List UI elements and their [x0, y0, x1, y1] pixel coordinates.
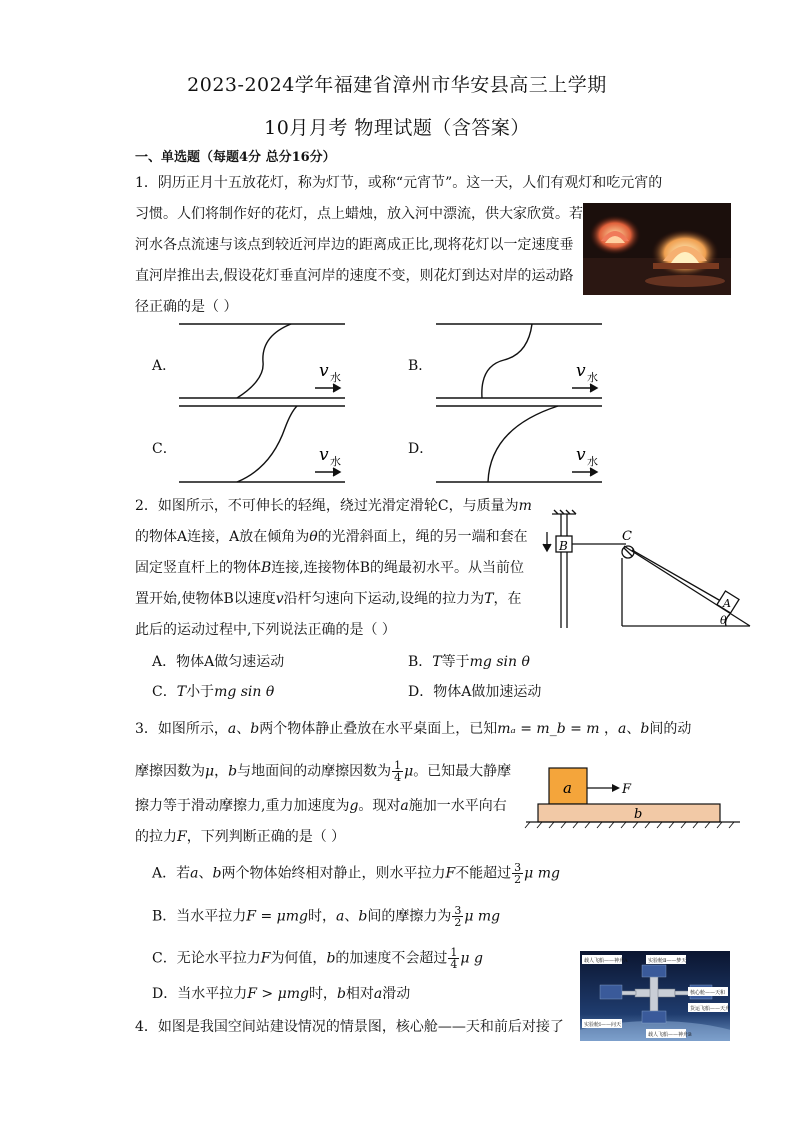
q1-option-a[interactable]: A． [152, 358, 177, 374]
q1-line-3: 河水各点流速与该点到较近河岸边的距离成正比,现将花灯以一定速度垂 [135, 237, 574, 253]
q3-option-d[interactable]: D．当水平拉力F > μmg时，b相对a滑动 [152, 986, 411, 1002]
v-sub-a: 水 [330, 371, 341, 384]
v-sub-d: 水 [587, 455, 598, 468]
v-label-c: v [319, 445, 329, 465]
q2-line-3: 固定竖直杆上的物体B连接,连接物体B的绳最初水平。从当前位 [135, 560, 525, 576]
v-label-d: v [576, 445, 586, 465]
q1-line-2: 习惯。人们将制作好的花灯，点上蜡烛，放入河中漂流，供大家欣赏。若 [135, 206, 583, 222]
fig-label-b: B [559, 539, 568, 553]
q3-option-b[interactable]: B．当水平拉力F = μmg时，a、b间的摩擦力为 $\frac{3}{2}$ μ mg [152, 904, 501, 929]
lantern-photo [583, 203, 731, 295]
river-diagram-b-d [432, 318, 607, 488]
station-label-1: 载人飞船——神舟A [584, 958, 628, 964]
station-label-3: 核心舱——天和 [690, 990, 726, 996]
q3-line-4: 的拉力F，下列判断正确的是（ ） [135, 829, 346, 845]
fig-label-c: C [622, 529, 632, 544]
block-b-label: b [634, 807, 643, 822]
q1-line-4: 直河岸推出去,假设花灯垂直河岸的速度不变，则花灯到达对岸的运动路 [135, 268, 574, 284]
q2-option-d[interactable]: D．物体A做加速运动 [408, 684, 542, 700]
q1-option-b[interactable]: B． [408, 358, 433, 374]
fig-label-a: A [723, 597, 731, 610]
stacked-blocks-figure [522, 764, 744, 832]
q1-line-5: 径正确的是（ ） [135, 299, 238, 315]
q2-option-b[interactable]: B．T等于mg sin θ [408, 654, 530, 670]
pulley-incline-figure [540, 508, 755, 633]
q2-option-c[interactable]: C．T小于mg sin θ [152, 684, 275, 700]
v-sub-b: 水 [587, 371, 598, 384]
q1-line-1: 1．阴历正月十五放花灯，称为灯节，或称“元宵节”。这一天，人们有观灯和吃元宵的 [135, 175, 663, 191]
fig-label-theta: θ [720, 614, 727, 627]
q2-line-5: 此后的运动过程中,下列说法正确的是（ ） [135, 622, 396, 638]
station-label-6: 载人飞船——神舟B [648, 1032, 692, 1038]
v-label-a: v [319, 361, 329, 381]
q2-line-2: 的物体A连接，A放在倾角为θ的光滑斜面上，绳的另一端和套在 [135, 529, 528, 545]
space-station-image [580, 951, 730, 1041]
page-title-line1: 2023-2024学年福建省漳州市华安县高三上学期 [187, 74, 607, 96]
q4-line-1: 4．如图是我国空间站建设情况的情景图，核心舱——天和前后对接了 [135, 1019, 564, 1035]
river-diagram-a-c [175, 318, 350, 488]
block-a-label: a [563, 779, 572, 797]
page-title-line2: 10月月考 物理试题（含答案） [264, 117, 530, 139]
q3-option-a[interactable]: A．若a、b两个物体始终相对静止，则水平拉力F不能超过 $\frac{3}{2}$ μ mg [152, 861, 560, 886]
q2-line-1: 2．如图所示，不可伸长的轻绳，绕过光滑定滑轮C，与质量为m [135, 498, 532, 514]
q2-line-4: 置开始,使物体B以速度v沿杆匀速向下运动,设绳的拉力为T，在 [135, 591, 522, 607]
v-sub-c: 水 [330, 455, 341, 468]
q2-option-a[interactable]: A．物体A做匀速运动 [152, 654, 285, 670]
station-label-5: 实验舱Ⅰ——问天 [584, 1022, 621, 1028]
q1-option-c[interactable]: C． [152, 441, 177, 457]
q3-line-3: 擦力等于滑动摩擦力,重力加速度为g。现对a施加一水平向右 [135, 798, 507, 814]
force-f-label: F [622, 782, 632, 797]
v-label-b: v [576, 361, 586, 381]
section-heading: 一、单选题（每题4分 总分16分） [135, 150, 336, 165]
station-label-4: 货运飞船——天舟 [690, 1006, 730, 1012]
q3-line-2: 摩擦因数为μ，b与地面间的动摩擦因数为 $\frac{1}{4}$ μ。已知最大静摩 [135, 759, 512, 784]
q1-option-d[interactable]: D． [408, 441, 434, 457]
q3-option-c[interactable]: C．无论水平拉力F为何值，b的加速度不会超过 $\frac{1}{4}$ μ g [152, 946, 483, 971]
station-label-2: 实验舱Ⅱ——梦天 [648, 958, 687, 964]
q3-line-1: 3．如图所示，a、b两个物体静止叠放在水平桌面上，已知mₐ = m_b = m ，a、b间的动 [135, 721, 692, 737]
